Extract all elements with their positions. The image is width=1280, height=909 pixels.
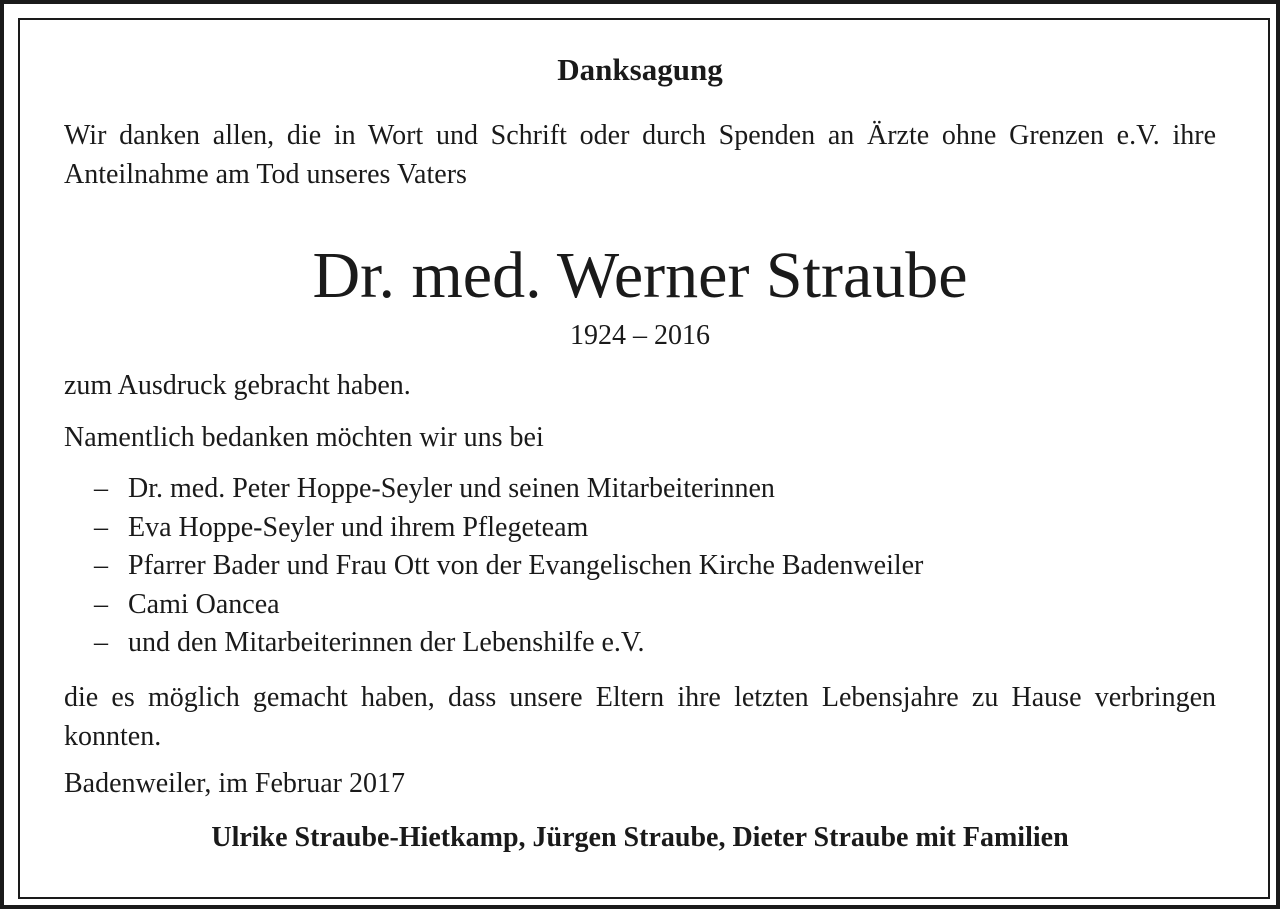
place-date: Badenweiler, im Februar 2017 [64, 768, 406, 799]
deceased-name: Dr. med. Werner Straube [312, 239, 968, 312]
list-item [94, 470, 923, 509]
list-item-text: Eva Hoppe-Seyler und ihrem Pflegeteam [128, 511, 589, 543]
signature: Ulrike Straube-Hietkamp, Jürgen Straube, Dieter Straube mit Familien [211, 822, 1069, 853]
list-item-text: Pfarrer Bader und Frau Ott von der Evangelischen Kirche Badenweiler [128, 550, 924, 581]
intro-paragraph: Wir danken allen, die in Wort und Schrift oder durch Spenden an Ärzte ohne Grenzen e.V. ihre Anteilnahme am Tod unseres Vaters [64, 120, 1216, 190]
list-dash: – [94, 473, 108, 504]
list-item [94, 547, 923, 586]
list-item [94, 624, 923, 663]
expression-line: zum Ausdruck gebracht haben. [64, 370, 411, 401]
list-item-text: Cami Oancea [128, 588, 280, 620]
list-item [94, 509, 923, 548]
list-item-text: Dr. med. Peter Hoppe-Seyler und seinen Mitarbeiterinnen [128, 473, 775, 504]
list-item-text: und den Mitarbeiterinnen der Lebenshilfe e.V. [128, 627, 645, 658]
closing-paragraph: die es möglich gemacht haben, dass unsere Eltern ihre letzten Lebensjahre zu Hause verbringen konnten. [64, 682, 1216, 752]
named-thanks-line: Namentlich bedanken möchten wir uns bei [64, 422, 544, 453]
list-dash: – [94, 511, 108, 543]
life-years: 1924 – 2016 [570, 320, 710, 351]
thanks-list [94, 470, 923, 663]
list-dash: – [94, 588, 108, 620]
list-item [94, 586, 923, 625]
list-dash: – [94, 627, 108, 658]
heading: Danksagung [557, 52, 723, 87]
list-dash: – [94, 550, 108, 581]
